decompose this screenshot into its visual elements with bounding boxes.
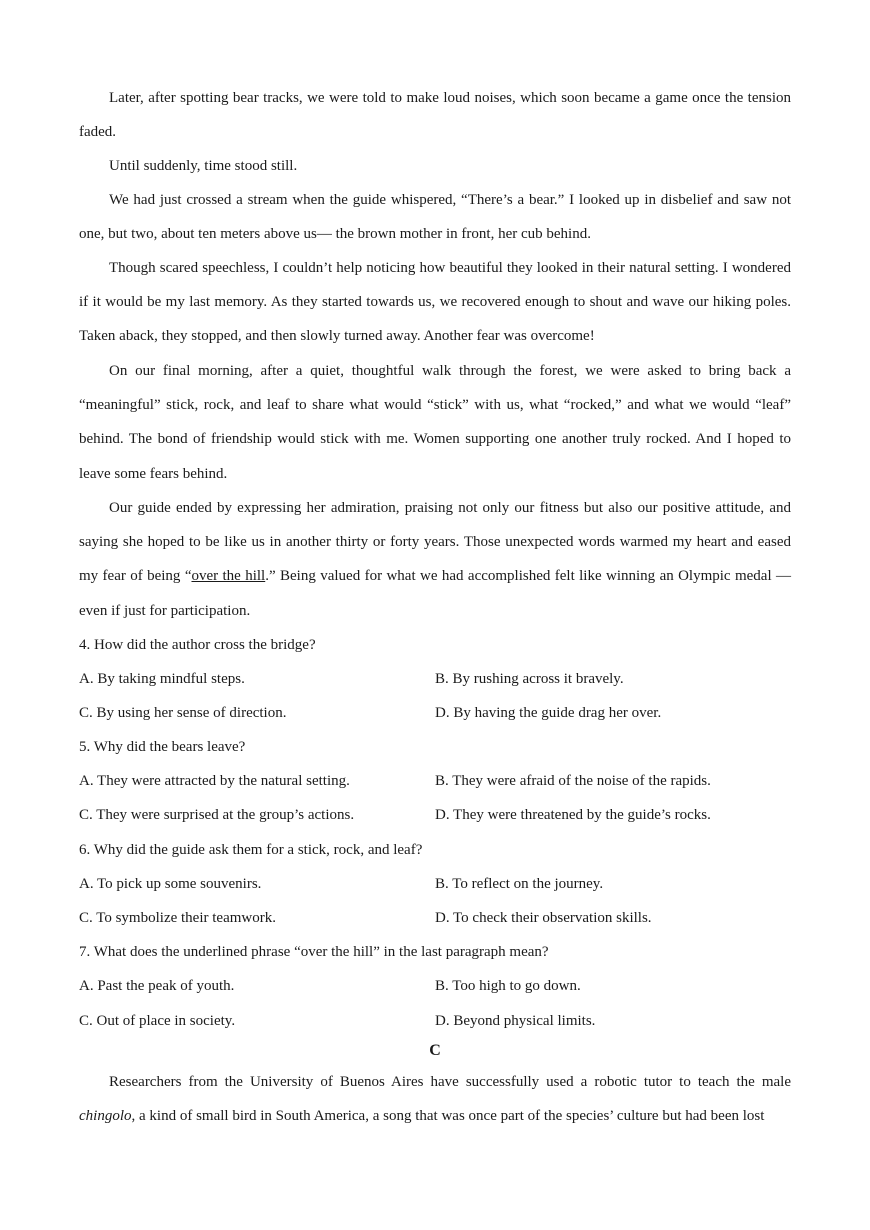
- question-4-stem: 4. How did the author cross the bridge?: [79, 637, 316, 653]
- question-4-option-a: A. By taking mindful steps.: [79, 671, 245, 687]
- question-5-option-b: B. They were afraid of the noise of the rapids.: [435, 773, 711, 789]
- question-6-option-d: D. To check their observation skills.: [435, 910, 652, 926]
- question-5-option-c: C. They were surprised at the group’s actions.: [79, 807, 355, 823]
- paragraph-scared-speechless: Though scared speechless, I couldn’t help noticing how beautiful they looked in their natural setting. I wondered if it would be my last memory. As they started towards us, we recovered enough to shout and wave our hiking poles. Taken aback, they stopped, and then slowly turned away. Another fear was overcome!: [79, 260, 791, 345]
- paragraph-final-morning: On our final morning, after a quiet, thoughtful walk through the forest, we were asked to bring back a “meaningful” stick, rock, and leaf to share what would “stick” with us, what “rocked,” and what we would “leaf” behind. The bond of friendship would stick with me. Women supporting one another truly rocked. And I hoped to leave some fears behind.: [79, 363, 791, 482]
- question-7-option-a: A. Past the peak of youth.: [79, 978, 235, 994]
- question-5-stem: 5. Why did the bears leave?: [79, 739, 246, 755]
- question-4-option-d: D. By having the guide drag her over.: [435, 705, 662, 721]
- question-4-option-c: C. By using her sense of direction.: [79, 705, 287, 721]
- question-7-option-c: C. Out of place in society.: [79, 1013, 236, 1029]
- section-c-heading: C: [429, 1042, 441, 1059]
- underlined-phrase: over the hill: [191, 568, 266, 585]
- question-6-option-c: C. To symbolize their teamwork.: [79, 910, 276, 926]
- question-5-option-d: D. They were threatened by the guide’s rocks.: [435, 807, 711, 823]
- paragraph-bear-sighting: We had just crossed a stream when the guide whispered, “There’s a bear.” I looked up in disbelief and saw not one, but two, about ten meters above us— the brown mother in front, her cub behind.: [79, 192, 791, 243]
- species-name: chingolo: [79, 1108, 132, 1125]
- question-5-option-a: A. They were attracted by the natural setting.: [79, 773, 350, 789]
- question-7-option-b: B. Too high to go down.: [435, 978, 581, 994]
- paragraph-section-c-intro: Researchers from the University of Buenos Aires have successfully used a robotic tutor to teach the male chingolo, a kind of small bird in South America, a song that was once part of the species’ culture but had been lost: [79, 1074, 791, 1125]
- question-7-stem: 7. What does the underlined phrase “over the hill” in the last paragraph mean?: [79, 944, 549, 960]
- paragraph-time-stood-still: Until suddenly, time stood still.: [109, 158, 298, 174]
- paragraph-bear-tracks: Later, after spotting bear tracks, we were told to make loud noises, which soon became a game once the tension faded.: [79, 90, 791, 141]
- question-6-option-a: A. To pick up some souvenirs.: [79, 876, 262, 892]
- question-7-option-d: D. Beyond physical limits.: [435, 1013, 596, 1029]
- question-4-option-b: B. By rushing across it bravely.: [435, 671, 624, 687]
- question-6-stem: 6. Why did the guide ask them for a stick, rock, and leaf?: [79, 842, 423, 858]
- question-6-option-b: B. To reflect on the journey.: [435, 876, 604, 892]
- paragraph-guide-admiration: Our guide ended by expressing her admiration, praising not only our fitness but also our positive attitude, and saying she hoped to be like us in another thirty or forty years. Those unexpected words warmed my heart and eased my fear of being “over the hill.” Being valued for what we had accomplished felt like winning an Olympic medal — even if just for participation.: [79, 500, 792, 619]
